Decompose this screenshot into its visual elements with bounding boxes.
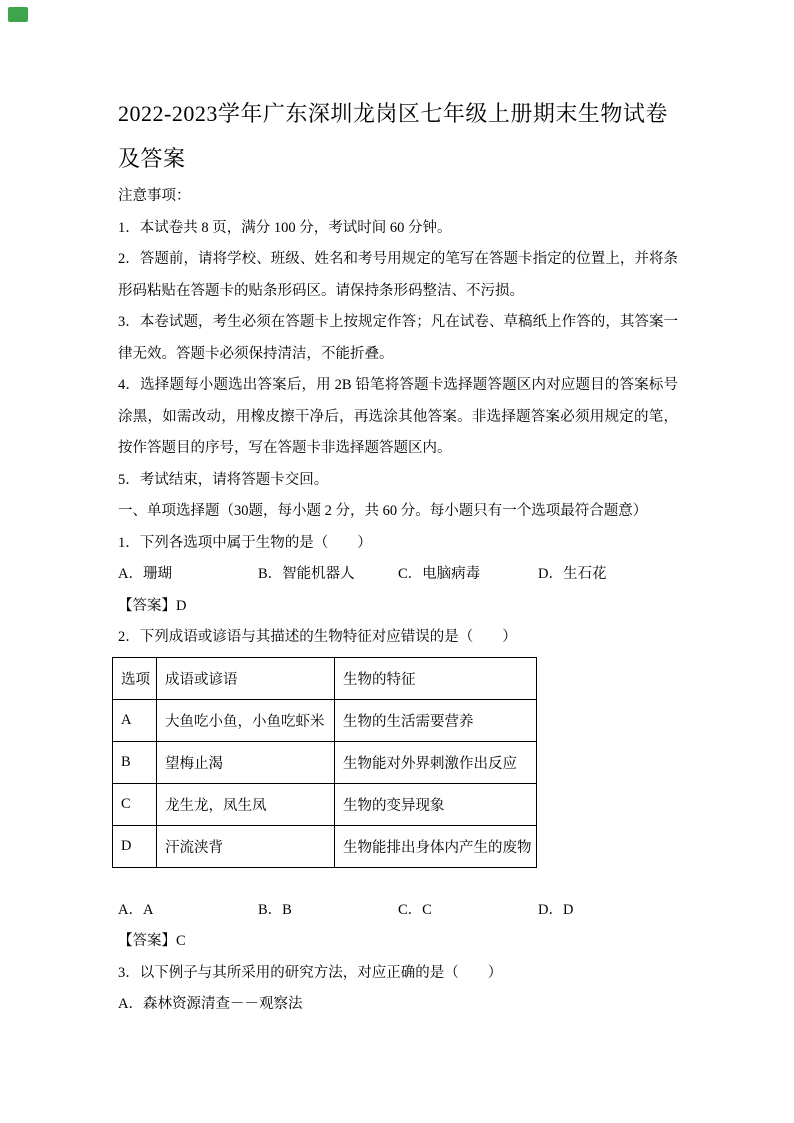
table-row xyxy=(113,783,537,825)
question-3-option-a: A．森林资源清查－－观察法 xyxy=(118,996,303,1012)
table-header-row xyxy=(113,657,537,699)
table-cell: A xyxy=(113,699,157,741)
question-2-text: 2．下列成语或谚语与其描述的生物特征对应错误的是（ ） xyxy=(118,629,517,645)
question-1-answer: 【答案】D xyxy=(118,597,187,614)
question-1-option-c: C．电脑病毒 xyxy=(398,566,481,582)
note-item-3: 3．本卷试题，考生必须在答题卡上按规定作答；凡在试卷、草稿纸上作答的，其答案一律无效。答题卡必须保持清洁，不能折叠。 xyxy=(118,314,678,362)
question-2-option-d: D．D xyxy=(538,901,574,918)
question-2-answer: 【答案】C xyxy=(118,933,186,949)
table-cell: C xyxy=(113,783,157,825)
table-cell: 汗流浃背 xyxy=(157,825,335,867)
question-1-option-d: D．生石花 xyxy=(538,566,607,582)
question-2-table xyxy=(112,657,537,868)
question-2-options xyxy=(118,895,678,927)
question-1-option-a: A．珊瑚 xyxy=(118,566,172,582)
question-3-text: 3．以下例子与其所采用的研究方法，对应正确的是（ ） xyxy=(118,964,503,981)
section-heading: 一、单项选择题（30题，每小题 2 分，共 60 分。每小题只有一个选项最符合题意） xyxy=(118,503,648,519)
table-row xyxy=(113,699,537,741)
question-2-option-b: B．B xyxy=(258,901,292,918)
table-cell: 生物的变异现象 xyxy=(335,783,537,825)
table-cell: 生物的生活需要营养 xyxy=(335,699,537,741)
table-header-feature: 生物的特征 xyxy=(335,657,537,699)
note-item-1: 1．本试卷共 8 页，满分 100 分，考试时间 60 分钟。 xyxy=(118,219,452,236)
note-item-4: 4．选择题每小题选出答案后，用 2B 铅笔将答题卡选择题答题区内对应题目的答案标号涂黑，如需改动，用橡皮擦干净后，再选涂其他答案。非选择题答案必须用规定的笔，按作答题目的序号，写在答题卡非选择题答题区内。 xyxy=(118,377,678,456)
question-2-option-c: C．C xyxy=(398,901,432,918)
note-item-5: 5．考试结束，请将答题卡交回。 xyxy=(118,471,329,488)
question-2-option-a: A．A xyxy=(118,901,154,918)
question-1-text: 1．下列各选项中属于生物的是（ ） xyxy=(118,534,372,551)
table-header-idiom: 成语或谚语 xyxy=(157,657,335,699)
corner-green-mark xyxy=(8,7,28,22)
table-cell: B xyxy=(113,741,157,783)
table-cell: 龙生龙，凤生凤 xyxy=(157,783,335,825)
notes-heading: 注意事项： xyxy=(118,188,191,204)
table-cell: 望梅止渴 xyxy=(157,741,335,783)
page-title: 2022-2023学年广东深圳龙岗区七年级上册期末生物试卷及答案 xyxy=(118,101,668,171)
table-cell: 生物能排出身体内产生的废物 xyxy=(335,825,537,867)
question-1-options xyxy=(118,559,678,591)
table-row xyxy=(113,741,537,783)
document-content xyxy=(118,91,678,1021)
question-1-option-b: B．智能机器人 xyxy=(258,566,355,582)
table-cell: 生物能对外界刺激作出反应 xyxy=(335,741,537,783)
table-cell: D xyxy=(113,825,157,867)
table-header-option: 选项 xyxy=(113,657,157,699)
table-row xyxy=(113,825,537,867)
table-cell: 大鱼吃小鱼，小鱼吃虾米 xyxy=(157,699,335,741)
note-item-2: 2．答题前，请将学校、班级、姓名和考号用规定的笔写在答题卡指定的位置上，并将条形码粘贴在答题卡的贴条形码区。请保持条形码整洁、不污损。 xyxy=(118,251,678,299)
